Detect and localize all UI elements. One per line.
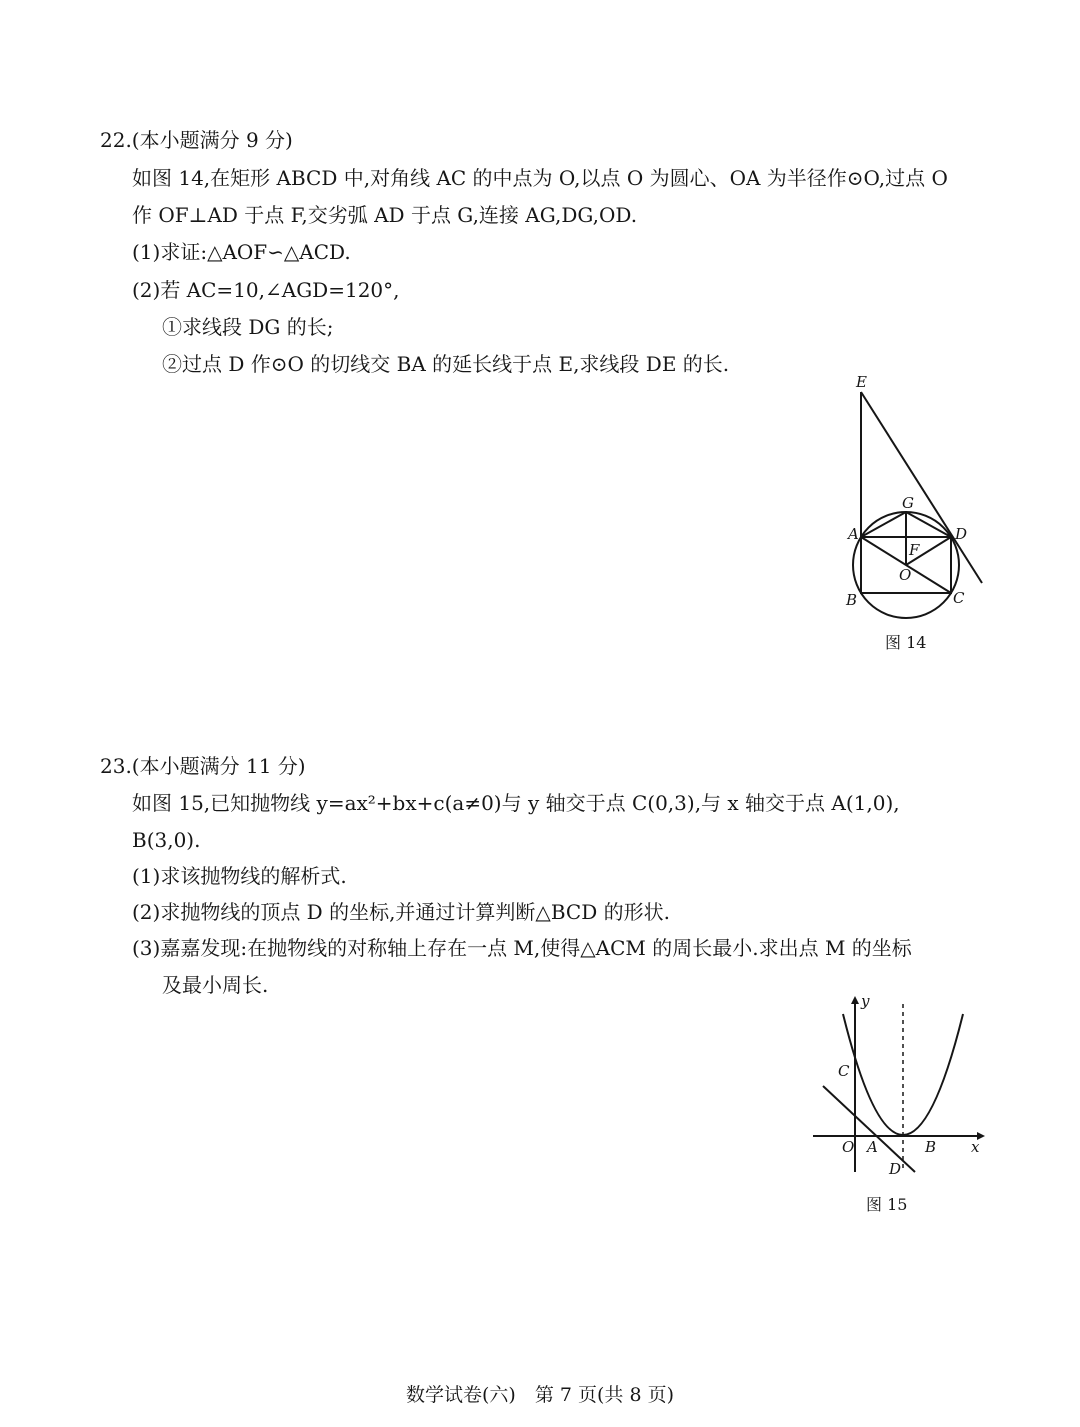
q23-part1: (1)求该抛物线的解析式. (132, 864, 347, 888)
label-d: D (955, 525, 968, 543)
label-a: A (867, 1138, 878, 1156)
q23-part3-line2: 及最小周长. (162, 973, 269, 997)
q22-header: 22.(本小题满分 9 分) (100, 128, 293, 152)
q22-part1: (1)求证:△AOF∽△ACD. (132, 240, 351, 264)
q22-text-line2: 作 OF⊥AD 于点 F,交劣弧 AD 于点 G,连接 AG,DG,OD. (132, 203, 638, 227)
label-b: B (846, 591, 858, 609)
q22-text-line1: 如图 14,在矩形 ABCD 中,对角线 AC 的中点为 O,以点 O 为圆心、OA 为半径作⊙O,过点 O (132, 166, 948, 190)
label-c: C (953, 589, 965, 607)
label-g: G (902, 494, 914, 512)
label-b: B (925, 1138, 937, 1156)
label-o: O (842, 1138, 855, 1156)
q23-text-line1: 如图 15,已知抛物线 y=ax²+bx+c(a≠0)与 y 轴交于点 C(0,3),与 x 轴交于点 A(1,0), (132, 791, 900, 815)
q22-sub2: ②过点 D 作⊙O 的切线交 BA 的延长线于点 E,求线段 DE 的长. (162, 352, 730, 376)
segment-ag (861, 512, 906, 537)
q23-header: 23.(本小题满分 11 分) (100, 754, 306, 778)
label-f: F (909, 541, 920, 559)
figure-14 (830, 365, 1000, 645)
label-o: O (899, 566, 912, 584)
figure-15 (805, 990, 995, 1180)
label-x: x (971, 1138, 980, 1156)
q22-part2: (2)若 AC=10,∠AGD=120°, (132, 278, 400, 302)
y-axis-arrow (851, 996, 859, 1004)
page-footer: 数学试卷(六) 第 7 页(共 8 页) (406, 1384, 674, 1406)
q23-part2: (2)求抛物线的顶点 D 的坐标,并通过计算判断△BCD 的形状. (132, 900, 670, 924)
label-c: C (838, 1062, 850, 1080)
label-y: y (861, 992, 870, 1010)
figure-15-caption: 图 15 (866, 1195, 908, 1214)
label-e: E (856, 373, 867, 391)
label-d: D (889, 1160, 902, 1178)
q22-sub1: ①求线段 DG 的长; (162, 315, 334, 339)
label-a: A (848, 525, 859, 543)
figure-14-caption: 图 14 (885, 633, 927, 652)
q23-text-line2: B(3,0). (132, 828, 201, 852)
q23-part3-line1: (3)嘉嘉发现:在抛物线的对称轴上存在一点 M,使得△ACM 的周长最小.求出点 M 的坐标 (132, 936, 912, 960)
line-cd (823, 1086, 915, 1172)
